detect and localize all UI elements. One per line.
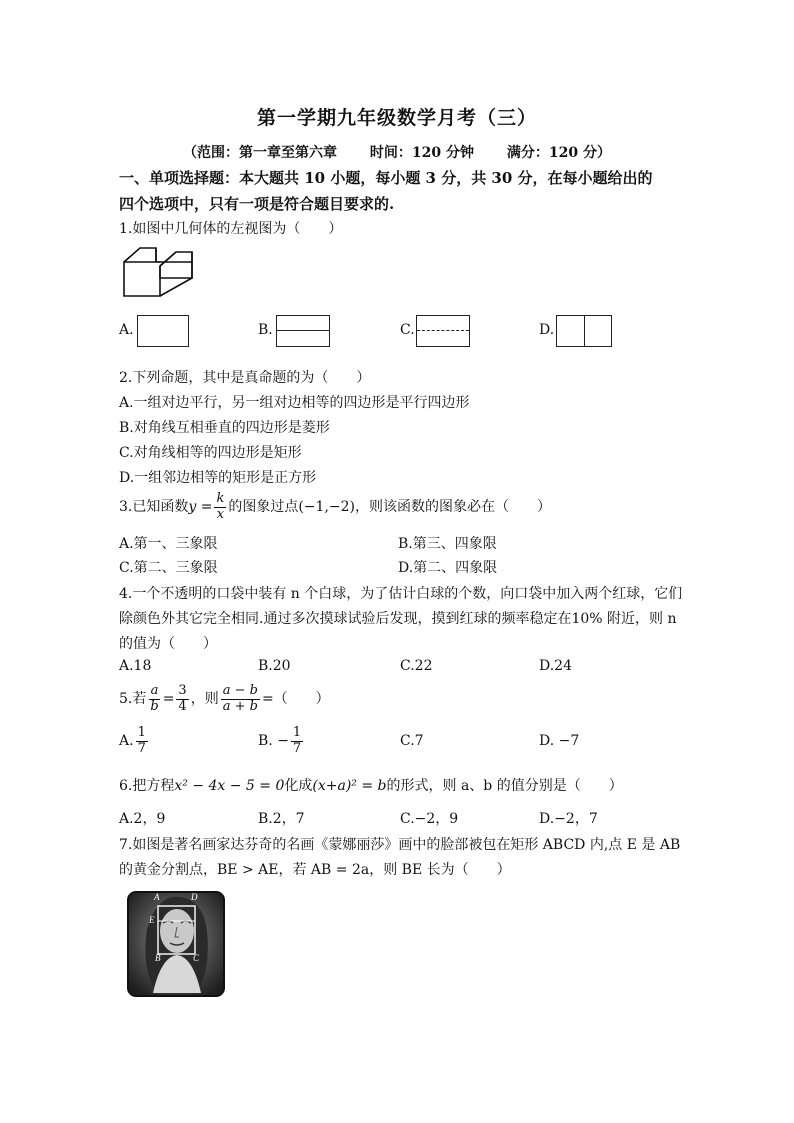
q3-option-a: A.第一、三象限 [119,536,218,552]
q4-option-b: B.20 [258,658,291,674]
q1-option-b-figure [276,315,330,347]
q3-option-b: B.第三、四象限 [398,536,497,552]
section-instructions-line1: 一、单项选择题：本大题共 10 小题，每小题 3 分，共 30 分，在每小题给出的 [119,169,653,187]
q6-option-d: D.−2，7 [539,811,598,827]
q1-option-d-figure [556,315,612,347]
q4-option-a: A.18 [119,658,152,674]
q2-option-b: B.对角线互相垂直的四边形是菱形 [119,420,330,436]
q5-fraction-ab [148,684,160,714]
question-1-stem: 1.如图中几何体的左视图为（ ） [119,221,343,237]
q5-b: b [150,698,159,714]
mona-lisa-image [127,889,225,997]
q6-mid: 化成 [284,778,313,794]
question-6-stem [119,775,623,795]
exam-range: （范围：第一章至第六章 [183,145,338,161]
q5-a-seven: 7 [137,740,146,756]
q6-option-b: B.2，7 [258,811,305,827]
question-4-line1: 4.一个不透明的口袋中装有 n 个白球，为了估计白球的个数，向口袋中加入两个红球，它们 [119,586,683,602]
q5-option-b [258,723,305,759]
q1-solid-figure [120,244,196,300]
q5-option-a-label: A. [119,733,134,749]
q1-option-a-label: A. [119,322,134,338]
question-3-stem [119,492,551,522]
q6-option-c: C.−2，9 [400,811,459,827]
q5-numerator: a − b [222,683,258,699]
q6-option-a: A.2，9 [119,811,166,827]
q5-fraction-expr [221,684,260,714]
q3-denominator: x [216,506,225,522]
q5-four: 4 [178,698,187,714]
q5-pre: 5.若 [119,691,147,707]
q3-numerator: k [216,491,225,507]
q6-pre: 6.把方程 [119,778,175,794]
question-7-line2: 的黄金分割点，BE > AE，若 AB = 2a，则 BE 长为（ ） [119,862,511,878]
q6-equation: x² − 4x − 5 = 0 [174,778,285,794]
question-5-stem [119,681,330,717]
q5-option-b-frac [291,726,303,756]
q5-post: =（ ） [261,691,330,707]
q5-option-d: D. −7 [539,733,580,749]
q1-option-c-label: C. [400,322,415,338]
q4-option-c: C.22 [400,658,433,674]
question-4-line2: 除颜色外其它完全相同.通过多次摸球试验后发现，摸到红球的频率稳定在10% 附近，则 n [119,611,677,627]
q5-three: 3 [178,683,187,699]
q5-a: a [150,683,159,699]
label-e: E [149,915,155,925]
q5-fraction-34 [176,684,188,714]
q6-post: 的形式，则 a、b 的值分别是（ ） [386,778,623,794]
q5-option-a-frac [136,726,148,756]
q5-option-b-label: B. − [258,733,289,749]
q2-option-c: C.对角线相等的四边形是矩形 [119,445,302,461]
q6-target-form: (x+a)² = b [312,778,387,794]
q4-option-d: D.24 [539,658,572,674]
label-a: A [154,892,160,902]
q3-option-d: D.第二、四象限 [398,560,498,576]
q1-option-a-figure [137,315,189,347]
q5-a-one: 1 [137,725,146,741]
q3-y: y = [188,499,213,515]
q1-option-b-label: B. [258,322,273,338]
q3-pre: 3.已知函数 [119,499,189,515]
q5-mid: ，则 [190,691,219,707]
q2-option-d: D.一组邻边相等的矩形是正方形 [119,470,317,486]
question-4-line3: 的值为（ ） [119,636,217,652]
q2-option-a: A.一组对边平行，另一组对边相等的四边形是平行四边形 [119,395,470,411]
label-c: C [193,953,200,963]
label-d: D [191,892,198,902]
exam-info [0,142,794,162]
q3-option-c: C.第二、三象限 [119,560,218,576]
q1-option-d-label: D. [539,322,555,338]
q1-option-c-figure [416,315,470,347]
question-2-stem: 2.下列命题，其中是真命题的为（ ） [119,370,371,386]
q5-option-a [119,723,150,759]
q5-b-seven: 7 [292,740,302,756]
q3-fraction [214,492,226,522]
q5-option-c: C.7 [400,733,424,749]
q5-eq: = [162,691,175,707]
q5-b-one: 1 [292,725,302,741]
section-instructions-line2: 四个选项中，只有一项是符合题目要求的. [119,195,395,213]
exam-time: 时间：120 分钟 [369,145,474,161]
q3-post: 的图象过点(−1,−2)，则该函数的图象必在（ ） [228,499,551,515]
exam-score: 满分：120 分） [506,145,611,161]
page-title: 第一学期九年级数学月考（三） [256,107,537,129]
label-b: B [155,953,161,963]
question-7-line1: 7.如图是著名画家达芬奇的名画《蒙娜丽莎》画中的脸部被包在矩形 ABCD 内,点 E 是 AB [119,837,681,853]
q5-denominator: a + b [222,698,258,714]
